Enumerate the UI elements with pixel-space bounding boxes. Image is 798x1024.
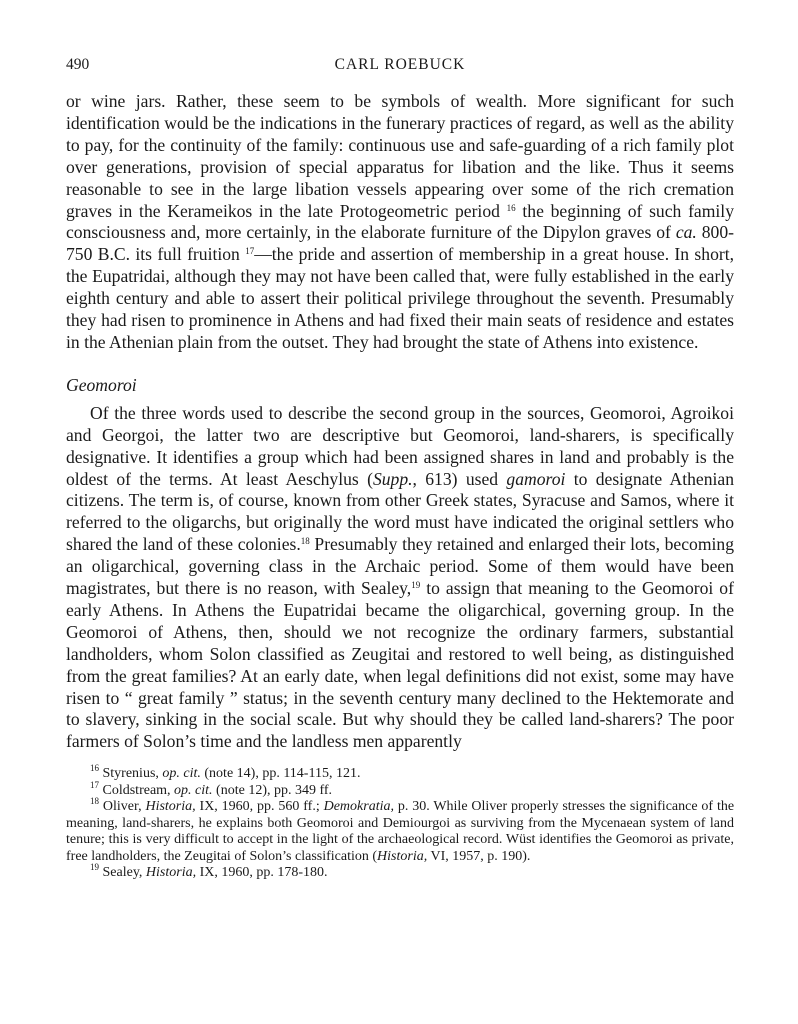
paragraph-geomoroi: Of the three words used to describe the second group in the sources, Geomoroi, Agroikoi and Georgoi, the latter two are descriptive but Geomoroi, land-sharers, is specifically designative. It identifies a group which had been assigned shares in land and probably is the oldest of the terms. At least Aeschylus (Supp., 613) used gamoroi to designate Athenian citizens. The term is, of course, known from other Greek states, Syracuse and Samos, where it referred to the oligarchs, but originally the word must have indicated the original settlers who shared the land of these colonies.$^{18}$ Presumably they retained and enlarged their lots, becoming an oligarchical, governing class in the Archaic period. Some of them would have been magistrates, but there is no reason, with Sealey,$^{19}$ to assign that meaning to the Geomoroi of early Athens. In Athens the Eupatridai became the oligarchical, governing group. In the Geomoroi of Athens, then, should we not recognize the ordinary farmers, substantial landholders, whom Solon classified as Zeugitai and restored to well being, as distinguished from the great families? At an early date, when legal definitions did not exist, some may have risen to “ great family ” status; in the seventh century many declined to the Hektemorate and to slavery, sinking in the social scale. But why should they be called land-sharers? The poor farmers of Solon’s time and the landless men apparently: [66, 402, 735, 752]
footnote-19: $^{19}$ Sealey, Historia, IX, 1960, pp. 178-180.: [90, 862, 328, 881]
footnote-16: $^{16}$ Styrenius, op. cit. (note 14), pp. 114-115, 121.: [90, 763, 361, 782]
paragraph-eupatridai: or wine jars. Rather, these seem to be symbols of wealth. More significant for such identification would be the indications in the funerary practices of regard, as well as the ability to pay, for the continuity of the family: continuous use and safe-guarding of a rich family plot over generations, provision of special apparatus for libation and the like. Thus it seems reasonable to see in the large libation vessels appearing over some of the rich cremation graves in the Kerameikos in the late Protogeometric period $^{16}$ the beginning of such family consciousness and, more certainly, in the elaborate furniture of the Dipylon graves of ca. 800-750 B.C. its full fruition $^{17}$—the pride and assertion of membership in a great house. In short, the Eupatridai, although they may not have been called that, were fully established in the early eighth century and able to assert their political privilege throughout the seventh. Presumably they had risen to prominence in Athens and had fixed their main seats of residence and estates in the Athenian plain from the outset. They had brought the state of Athens into existence.: [66, 91, 735, 352]
footnote-ref-19[interactable]: 19: [411, 580, 421, 591]
footnote-ref-18[interactable]: 18: [300, 536, 310, 547]
page-number: 490: [66, 56, 90, 73]
footnote-18: $^{18}$ Oliver, Historia, IX, 1960, pp. 560 ff.; Demokratia, p. 30. While Oliver properly stresses the significance of the meaning, land-sharers, he explains both Geomoroi and Demiourgoi as surviving from the Mycenaean system of land tenure; this is very difficult to accept in the light of the archaeological record. Wüst identifies the Geomoroi as private, free landholders, the Zeugitai of Solon’s classification (Historia, VI, 1957, p. 190).: [66, 796, 735, 864]
section-heading: Geomoroi: [66, 374, 137, 395]
footnote-17: $^{17}$ Coldstream, op. cit. (note 12), pp. 349 ff.: [90, 779, 333, 798]
footnote-ref-16[interactable]: 16: [506, 202, 516, 213]
footnotes: [66, 763, 735, 882]
footnote-ref-17[interactable]: 17: [245, 246, 255, 257]
running-head: CARL ROEBUCK: [334, 56, 466, 73]
body-text: [66, 91, 734, 753]
page-header: [66, 56, 734, 80]
page: [66, 56, 734, 882]
